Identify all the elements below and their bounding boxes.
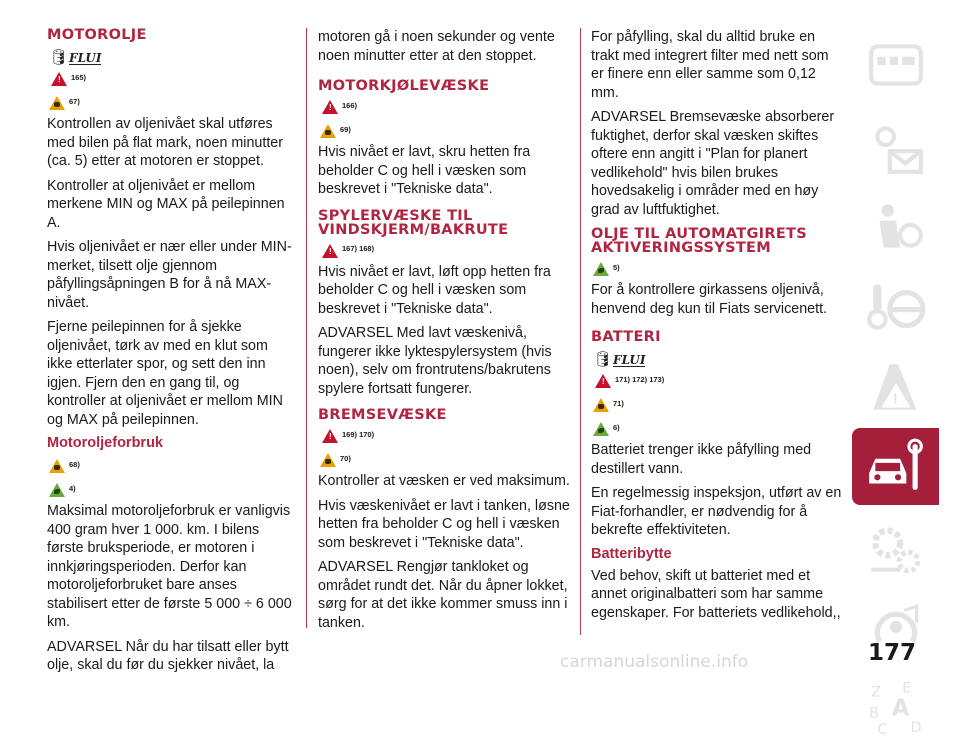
index-letters-icon [865, 676, 927, 738]
subheading-batteribytte: Batteribytte [591, 545, 672, 562]
warning-triangle-icon: ! [322, 429, 338, 443]
paragraph: Hvis nivået er lavt, løft opp hetten fra beholder C og hell i væsken som beskrevet i "Tekniske data". [318, 263, 551, 317]
paragraph: Kontrollen av oljenivået skal utføres med bilen på flat mark, noen minutter (ca. 5) etter at motoren er stoppet. [47, 116, 284, 169]
flui-brand: FLUI [613, 353, 646, 367]
warning-ref: ! 166) [322, 97, 570, 117]
paragraph: Maksimal motoroljeforbruk er vanligvis 400 gram hver 1 000. km. I bilens første bruksperiode, er motoren i innkjøringsperioden. Derfor kan motoroljeforbruket bare anses stabilisert etter de første 5 000 ÷ 6 000 km. [47, 503, 292, 630]
gears-icon [865, 516, 927, 578]
caution-hand-icon [49, 459, 65, 473]
environment-leaf-icon [593, 422, 609, 436]
tab-safety[interactable] [852, 188, 939, 265]
caution-hand-icon [593, 398, 609, 412]
caution-ref: 69) [320, 121, 570, 141]
warning-triangle-icon: ! [322, 100, 338, 114]
tab-emergency[interactable] [852, 348, 939, 425]
caution-hand-icon [49, 96, 65, 110]
caution-ref: 70) [320, 450, 570, 470]
paragraph: Kontroller at oljenivået er mellom merkene MIN og MAX på peilepinnen A. [47, 177, 285, 231]
environment-ref: 6) [593, 419, 843, 439]
environment-ref: 4) [49, 480, 297, 500]
caution-hand-icon [320, 453, 336, 467]
tab-dashboard[interactable] [852, 28, 939, 105]
car-tools-icon [865, 436, 927, 498]
caution-ref: 67) [49, 93, 297, 113]
column-divider-2 [580, 28, 581, 635]
paragraph: Hvis oljenivået er nær eller under MIN-merket, tilsett olje gjennom påfyllingsåpningen B for å nå MAX-nivået. [47, 239, 292, 311]
heading-spylervaeske: SPYLERVÆSKE TIL VINDSKJERM/BAKRUTE [318, 207, 509, 238]
paragraph: motoren gå i noen sekunder og vente noen minutter etter at den stoppet. [318, 29, 555, 64]
tab-index[interactable] [852, 668, 939, 745]
svg-text:Z: Z [870, 684, 881, 701]
paragraph: ADVARSEL Rengjør tankloket og området rundt det. Når du åpner lokket, sørg for at det ikke kommer smuss inn i tanken. [318, 559, 568, 631]
safety-airbag-icon [865, 196, 927, 258]
paragraph: En regelmessig inspeksjon, utført av en Fiat-forhandler, er nødvendig for å bekrefte effektiviteten. [591, 485, 842, 538]
lights-mail-icon [865, 116, 927, 178]
tab-maintenance[interactable] [852, 428, 939, 505]
warning-triangle-icon: ! [322, 244, 338, 258]
flui-logo [49, 45, 297, 65]
warning-ref: ! 167) 168) [322, 241, 570, 261]
paragraph: Batteriet trenger ikke påfylling med destillert vann. [591, 442, 812, 477]
column-2 [318, 28, 570, 638]
flui-logo [593, 347, 843, 367]
heading-motorolje: MOTOROLJE [47, 27, 147, 43]
warning-triangle-icon: ! [51, 72, 67, 86]
svg-text:B: B [868, 704, 879, 721]
paragraph: ADVARSEL Med lavt væskenivå, fungerer ikke lyktespylersystem (hvis noen), selv om frontrutens/bakrutens spylere fortsatt fungerer. [318, 325, 552, 397]
column-1 [47, 28, 297, 681]
environment-leaf-icon [49, 483, 65, 497]
tab-technical[interactable] [852, 508, 939, 585]
paragraph: For å kontrollere girkassens oljenivå, henvend deg kun til Fiats servicenett. [591, 282, 828, 317]
caution-ref: 71) [593, 395, 843, 415]
paragraph: Kontroller at væsken er ved maksimum. [318, 473, 570, 489]
svg-text:E: E [901, 680, 911, 697]
warning-ref: ! 171) 172) 173) [595, 371, 843, 391]
tab-start[interactable] [852, 268, 939, 345]
watermark-footer: carmanualsonline.info [560, 652, 749, 672]
paragraph: Hvis nivået er lavt, skru hetten fra beholder C og hell i væsken som beskrevet i "Tekniske data". [318, 144, 531, 197]
svg-text:A: A [891, 694, 909, 721]
environment-leaf-icon [593, 262, 609, 276]
environment-ref: 5) [593, 259, 843, 279]
heading-kjolevaeske: MOTORKJØLEVÆSKE [318, 78, 490, 94]
column-divider-1 [306, 28, 307, 628]
column-3 [591, 28, 843, 628]
caution-hand-icon [320, 124, 336, 138]
paragraph: ADVARSEL Bremsevæske absorberer fuktighet, derfor skal væsken skiftes oftere enn angitt i "Plan for planert vedlikehold" hvis bilen brukes hovedsakelig i områder med en høy grad av luftfuktighet. [591, 109, 835, 218]
flui-brand: FLUI [69, 51, 102, 65]
key-steering-wheel-icon [865, 276, 927, 338]
oil-can-icon: 🛢 [49, 49, 69, 66]
svg-text:C: C [876, 721, 887, 738]
warning-ref: ! 165) [51, 69, 297, 89]
subheading-forbruk: Motoroljeforbruk [47, 435, 163, 451]
svg-text:!: ! [892, 391, 898, 408]
road-warning-icon [865, 356, 927, 418]
caution-ref: 68) [49, 456, 297, 476]
paragraph: For påfylling, skal du alltid bruke en trakt med integrert filter med nett som er finere enn eller samme som 0,12 mm. [591, 29, 829, 101]
paragraph: ADVARSEL Når du har tilsatt eller bytt olje, skal du før du sjekker nivået, la [47, 638, 289, 673]
page-number: 177 [868, 640, 917, 666]
paragraph: Fjerne peilepinnen for å sjekke oljenivået, tørk av med en klut som ikke etterlater spor, og sett den inn igjen. Fjern den en gang til, og kontroller at oljenivået er mellom MIN og MAX på peilepinnen. [47, 319, 283, 428]
svg-text:D: D [909, 719, 922, 736]
heading-olje-automatgir: OLJE TIL AUTOMATGIRETS AKTIVERINGSSYSTEM [591, 226, 807, 256]
dashboard-icon [865, 36, 927, 98]
warning-triangle-icon: ! [595, 374, 611, 388]
heading-batteri: BATTERI [591, 329, 661, 345]
heading-bremsevaeske: BREMSEVÆSKE [318, 407, 447, 423]
paragraph: Ved behov, skift ut batteriet med et annet originalbatteri som har samme egenskaper. For batteriets vedlikehold,, [591, 567, 841, 621]
oil-can-icon: 🛢 [593, 351, 613, 368]
paragraph: Hvis væskenivået er lavt i tanken, løsne hetten fra beholder C og hell i væsken som beskrevet i "Tekniske data". [318, 497, 570, 551]
tab-lights[interactable] [852, 108, 939, 185]
warning-ref: ! 169) 170) [322, 426, 570, 446]
